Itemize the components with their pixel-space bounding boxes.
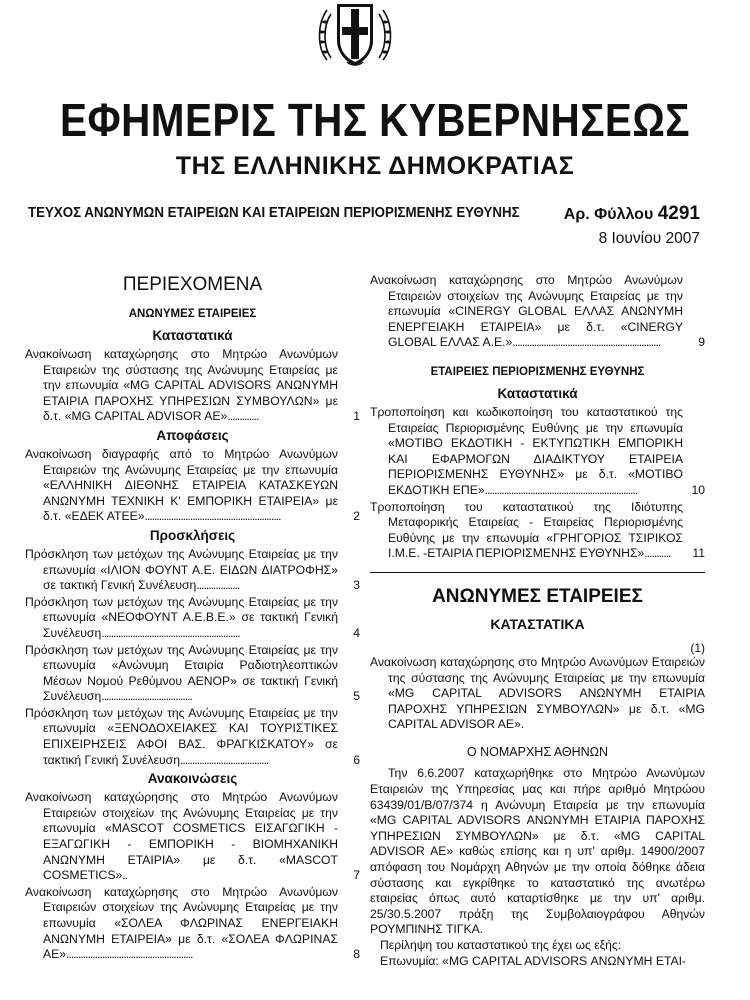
toc-entry-page: 7 — [353, 868, 360, 883]
issue-date: 8 Ιουνίου 2007 — [598, 230, 700, 247]
toc-section-heading: Καταστατικά — [152, 328, 233, 343]
sheet-number: 4291 — [657, 203, 700, 224]
toc-entry-text: Πρόσκληση των μετόχων της Ανώνυμης Εταιρείας με την επωνυμία «Ανώνυμη Εταιρία Ραδιοτηλεοπτικών Μέσων Νομού Ρεθύμνου AENOP» σε τακτική Γενική Συνέλευση — [25, 642, 338, 704]
toc-entry[interactable]: Πρόσκληση των μετόχων της Ανώνυμης Εταιρείας με την επωνυμία «ΙΛΙΟΝ ΦΟΥΝΤ Α.Ε. ΕΙΔΩΝ ΔΙΑΤΡΟΦΗΣ» σε τακτική Γενική Συνέλευση.................. 3 — [25, 546, 360, 593]
toc-entry-page: 6 — [353, 752, 360, 767]
toc-entry[interactable]: Τροποποίηση και κωδικοποίηση του καταστατικού της Εταιρείας Περιορισμένης Ευθύνης με την επωνυμία «ΜΟΤΙΒΟ ΕΚΔΟΤΙΚΗ - ΕΚΤΥΠΩΤΙΚΗ ΕΜΠΟΡΙΚΗ ΚΑΙ ΕΦΑΡΜΟΓΩΝ ΔΙΑΔΙΚΤΥΟΥ ΕΤΑΙΡΕΙΑ ΠΕΡΙΟΡΙΣΜΕΝΗΣ ΕΥΘΥΝΗΣ» με δ.τ. «ΜΟΤΙΒΟ ΕΚΔΟΤΙΚΗ ΕΠΕ»................................................................ 10 — [370, 404, 705, 497]
section-divider — [370, 572, 705, 573]
toc-entry-page: 11 — [692, 546, 705, 561]
toc-section-heading: Προσκλήσεις — [149, 527, 236, 543]
toc-entry-page: 5 — [353, 689, 360, 704]
toc-group-epe: ΕΤΑΙΡΕΙΕΣ ΠΕΡΙΟΡΙΣΜΕΝΗΣ ΕΥΘΥΝΗΣ — [430, 365, 645, 378]
toc-entry[interactable]: Ανακοίνωση διαγραφής από το Μητρώο Ανωνύμων Εταιρειών της Ανώνυμης Εταιρείας με την επωνυμία «ΕΛΛΗΝΙΚΗ ΔΙΕΘΝΗΣ ΕΤΑΙΡΕΙΑ ΚΑΤΑΣΚΕΥΩΝ ΑΝΩΝΥΜΗ ΤΕΧΝΙΚΗ Κ' ΕΜΠΟΡΙΚΗ ΕΤΑΙΡΕΙΑ» με δ.τ. «ΕΔΕΚ ΑΤΕΕ»......................................................... 2 — [25, 446, 360, 524]
toc-entry-text: Ανακοίνωση καταχώρησης στο Μητρώο Ανωνύμων Εταιρειών της σύστασης της Ανώνυμης Εταιρείας με την επωνυμία «MG CAPITAL ADVISORS ΑΝΩΝΥΜΗ ΕΤΑΙΡΙΑ ΠΑΡΟΧΗΣ ΥΠΗΡΕΣΙΩΝ ΣΥΜΒΟΥΛΩΝ» με δ.τ. «MG CAPITAL ADVISOR AE» — [25, 347, 338, 424]
right-column — [370, 273, 705, 969]
toc-entry[interactable]: Ανακοίνωση καταχώρησης στο Μητρώο Ανωνύμων Εταιρειών στοιχείων της Ανώνυμης Εταιρείας με την επωνυμία «MASCOT COSMETICS ΕΙΣΑΓΩΓΙΚΗ - ΕΞΑΓΩΓΙΚΗ - ΕΜΠΟΡΙΚΗ - ΒΙΟΜΗΧΑΝΙΚΗ ΑΝΩΝΥΜΗ ΕΤΑΙΡΙΑ» με δ.τ. «MASCOT COSMETICS».. 7 — [25, 790, 360, 883]
issue-type: ΤΕΥΧΟΣ ΑΝΩΝΥΜΩΝ ΕΤΑΙΡΕΙΩΝ ΚΑΙ ΕΤΑΙΡΕΙΩΝ ΠΕΡΙΟΡΙΣΜΕΝΗΣ ΕΥΘΥΝΗΣ — [28, 205, 520, 221]
toc-entry-text: Πρόσκληση των μετόχων της Ανώνυμης Εταιρείας με την επωνυμία «ΝΕΟΦΟΥΝΤ Α.Ε.Β.Ε.» σε τακτική Γενική Συνέλευση — [25, 594, 338, 640]
toc-entry[interactable]: Ανακοίνωση καταχώρησης στο Μητρώο Ανωνύμων Εταιρειών της σύστασης της Ανώνυμης Εταιρείας με την επωνυμία «MG CAPITAL ADVISORS ΑΝΩΝΥΜΗ ΕΤΑΙΡΙΑ ΠΑΡΟΧΗΣ ΥΠΗΡΕΣΙΩΝ ΣΥΜΒΟΥΛΩΝ» με δ.τ. «MG CAPITAL ADVISOR AE»............. 1 — [25, 347, 360, 424]
toc-entry-text: Πρόσκληση των μετόχων της Ανώνυμης Εταιρείας με την επωνυμία «ΙΛΙΟΝ ΦΟΥΝΤ Α.Ε. ΕΙΔΩΝ ΔΙΑΤΡΟΦΗΣ» σε τακτική Γενική Συνέλευση — [25, 546, 338, 593]
body-paragraph: Την 6.6.2007 καταχωρήθηκε στο Μητρώο Ανωνύμων Εταιρειών της Υπηρεσίας μας και πήρε αριθμό Μητρώου 63439/01/Β/07/374 η Ανώνυμη Εταιρεία με την επωνυμία «MG CAPITAL ADVISORS ΑΝΩΝΥΜΗ ΕΤΑΙΡΙΑ ΠΑΡΟΧΗΣ ΥΠΗΡΕΣΙΩΝ ΣΥΜΒΟΥΛΩΝ» με δ.τ. «MG CAPITAL ADVISOR AE» καθώς επίσης και η υπ' αριθμ. 14900/2007 απόφαση του Νομάρχη Αθηνών με την οποία δόθηκε άδεια σύστασης και εγκρίθηκε το καταστατικό της ανωτέρω εταιρείας όπως αυτό καταρτίσθηκε με την υπ' αριθμ. 25/30.5.2007 πράξη της Συμβολαιογράφου Αθηνών ΡΟΥΜΠΙΝΗΣ ΤΙΓΚΑ. — [370, 766, 705, 937]
toc-entry-page: 1 — [353, 409, 360, 424]
toc-entry[interactable]: Πρόσκληση των μετόχων της Ανώνυμης Εταιρείας με την επωνυμία «ΞΕΝΟΔΟΧΕΙΑΚΕΣ ΚΑΙ ΤΟΥΡΙΣΤΙΚΕΣ ΕΠΙΧΕΙΡΗΣΕΙΣ ΑΦΟΙ ΒΑΣ. ΦΡΑΓΚΙΣΚΑΤΟΥ» σε τακτική Γενική Συνέλευση..................................... 6 — [25, 705, 360, 767]
gazette-subtitle: ΤΗΣ ΕΛΛΗΝΙΚΗΣ ΔΗΜΟΚΡΑΤΙΑΣ — [175, 152, 575, 180]
toc-entry-page: 9 — [698, 335, 705, 350]
gazette-title: ΕΦΗΜΕΡΙΣ ΤΗΣ ΚΥΒΕΡΝΗΣΕΩΣ — [60, 94, 690, 146]
toc-entry[interactable]: Πρόσκληση των μετόχων της Ανώνυμης Εταιρείας με την επωνυμία «Ανώνυμη Εταιρία Ραδιοτηλεοπτικών Μέσων Νομού Ρεθύμνου AENOP» σε τακτική Γενική Συνέλευση...................................... 5 — [25, 642, 360, 704]
toc-entry[interactable]: Τροποποίηση του καταστατικού της Ιδιότυπης Μεταφορικής Εταιρείας - Εταιρείας Περιορισμένης Ευθύνης με την επωνυμία «ΓΡΗΓΟΡΙΟΣ ΤΣΙΡΙΚΟΣ Ι.Μ.Ε. -ΕΤΑΙΡΙΑ ΠΕΡΙΟΡΙΣΜΕΝΗΣ ΕΥΘΥΝΗΣ»........... 11 — [370, 499, 705, 561]
toc-entry-page: 3 — [353, 578, 360, 593]
toc-entry-text: Πρόσκληση των μετόχων της Ανώνυμης Εταιρείας με την επωνυμία «ΞΕΝΟΔΟΧΕΙΑΚΕΣ ΚΑΙ ΤΟΥΡΙΣΤΙΚΕΣ ΕΠΙΧΕΙΡΗΣΕΙΣ ΑΦΟΙ ΒΑΣ. ΦΡΑΓΚΙΣΚΑΤΟΥ» σε τακτική Γενική Συνέλευση — [25, 705, 338, 767]
toc-entry-text: Ανακοίνωση διαγραφής από το Μητρώο Ανωνύμων Εταιρειών της Ανώνυμης Εταιρείας με την επωνυμία «ΕΛΛΗΝΙΚΗ ΔΙΕΘΝΗΣ ΕΤΑΙΡΕΙΑ ΚΑΤΑΣΚΕΥΩΝ ΑΝΩΝΥΜΗ ΤΕΧΝΙΚΗ Κ' ΕΜΠΟΡΙΚΗ ΕΤΑΙΡΕΙΑ» με δ.τ. «ΕΔΕΚ ΑΤΕΕ» — [25, 446, 338, 524]
toc-entry[interactable]: Πρόσκληση των μετόχων της Ανώνυμης Εταιρείας με την επωνυμία «ΝΕΟΦΟΥΝΤ Α.Ε.Β.Ε.» σε τακτική Γενική Συνέλευση.......................................................... 4 — [25, 594, 360, 640]
announcement-heading: Ανακοίνωση καταχώρησης στο Μητρώο Ανωνύμων Εταιρειών της σύστασης της Ανώνυμης Εταιρείας με την επωνυμία «MG CAPITAL ADVISORS ΑΝΩΝΥΜΗ ΕΤΑΙΡΙΑ ΠΑΡΟΧΗΣ ΥΠΗΡΕΣΙΩΝ ΣΥΜΒΟΥΛΩΝ» με δ.τ. «MG CAPITAL ADVISOR AE». — [370, 654, 705, 732]
toc-title: ΠΕΡΙΕΧΟΜΕΝΑ — [122, 274, 263, 295]
toc-entry-text: Ανακοίνωση καταχώρησης στο Μητρώο Ανωνύμων Εταιρειών στοιχείων της Ανώνυμης Εταιρείας με την επωνυμία «MASCOT COSMETICS ΕΙΣΑΓΩΓΙΚΗ - ΕΞΑΓΩΓΙΚΗ - ΕΜΠΟΡΙΚΗ - ΒΙΟΜΗΧΑΝΙΚΗ ΑΝΩΝΥΜΗ ΕΤΑΙΡΙΑ» με δ.τ. «MASCOT COSMETICS» — [25, 790, 338, 883]
sheet-number-block — [564, 203, 700, 225]
greek-coat-of-arms-icon — [313, 0, 397, 68]
toc-entry-text: Τροποποίηση του καταστατικού της Ιδιότυπης Μεταφορικής Εταιρείας - Εταιρείας Περιορισμένης Ευθύνης με την επωνυμία «ΓΡΗΓΟΡΙΟΣ ΤΣΙΡΙΚΟΣ Ι.Μ.Ε. -ΕΤΑΙΡΙΑ ΠΕΡΙΟΡΙΣΜΕΝΗΣ ΕΥΘΥΝΗΣ» — [370, 499, 683, 561]
toc-entry-text: Τροποποίηση και κωδικοποίηση του καταστατικού της Εταιρείας Περιορισμένης Ευθύνης με την επωνυμία «ΜΟΤΙΒΟ ΕΚΔΟΤΙΚΗ - ΕΚΤΥΠΩΤΙΚΗ ΕΜΠΟΡΙΚΗ ΚΑΙ ΕΦΑΡΜΟΓΩΝ ΔΙΑΔΙΚΤΥΟΥ ΕΤΑΙΡΕΙΑ ΠΕΡΙΟΡΙΣΜΕΝΗΣ ΕΥΘΥΝΗΣ» με δ.τ. «ΜΟΤΙΒΟ ΕΚΔΟΤΙΚΗ ΕΠΕ» — [370, 404, 683, 497]
toc-left-column — [25, 273, 360, 964]
toc-entry-page: 10 — [691, 482, 705, 497]
body-section-title: ΑΝΩΝΥΜΕΣ ΕΤΑΙΡΕΙΕΣ — [432, 585, 643, 607]
toc-entry-text: Ανακοίνωση καταχώρησης στο Μητρώο Ανωνύμων Εταιρειών στοιχείων της Ανώνυμης Εταιρείας με την επωνυμία «CINERGY GLOBAL ΕΛΛΑΣ ΑΝΩΝΥΜΗ ΕΝΕΡΓΕΙΑΚΗ ΕΤΑΙΡΕΙΑ» με δ.τ. «CINERGY GLOBAL ΕΛΛΑΣ Α.Ε.» — [370, 273, 683, 350]
toc-entry-page: 8 — [353, 947, 360, 962]
toc-entry[interactable]: Ανακοίνωση καταχώρησης στο Μητρώο Ανωνύμων Εταιρειών στοιχείων της Ανώνυμης Εταιρείας με την επωνυμία «ΣΟΛΕΑ ΦΛΩΡΙΝΑΣ ΕΝΕΡΓΕΙΑΚΗ ΑΝΩΝΥΜΗ ΕΤΑΙΡΕΙΑ» με δ.τ. «ΣΟΛΕΑ ΦΛΩΡΙΝΑΣ ΑΕ»..................................................... 8 — [25, 884, 360, 962]
body-section-subtitle: ΚΑΤΑΣΤΑΤΙΚΑ — [490, 615, 585, 632]
toc-entry-page: 2 — [353, 509, 360, 524]
item-number: (1) — [690, 640, 705, 655]
toc-entry[interactable]: Ανακοίνωση καταχώρησης στο Μητρώο Ανωνύμων Εταιρειών στοιχείων της Ανώνυμης Εταιρείας με την επωνυμία «CINERGY GLOBAL ΕΛΛΑΣ ΑΝΩΝΥΜΗ ΕΝΕΡΓΕΙΑΚΗ ΕΤΑΙΡΕΙΑ» με δ.τ. «CINERGY GLOBAL ΕΛΛΑΣ Α.Ε.».............................................................. 9 — [370, 273, 705, 350]
toc-entry-text: Ανακοίνωση καταχώρησης στο Μητρώο Ανωνύμων Εταιρειών στοιχείων της Ανώνυμης Εταιρείας με την επωνυμία «ΣΟΛΕΑ ΦΛΩΡΙΝΑΣ ΕΝΕΡΓΕΙΑΚΗ ΑΝΩΝΥΜΗ ΕΤΑΙΡΕΙΑ» με δ.τ. «ΣΟΛΕΑ ΦΛΩΡΙΝΑΣ ΑΕ» — [25, 884, 338, 962]
body-line: Επωνυμία: «MG CAPITAL ADVISORS ΑΝΩΝΥΜΗ ΕΤΑΙ- — [380, 953, 687, 968]
issuing-authority: Ο ΝΟΜΑΡΧΗΣ ΑΘΗΝΩΝ — [466, 744, 609, 759]
toc-entry-page: 4 — [353, 625, 360, 640]
toc-section-heading: Αποφάσεις — [156, 427, 229, 443]
toc-section-heading: Ανακοινώσεις — [147, 771, 238, 787]
sheet-label: Αρ. Φύλλου — [563, 206, 654, 223]
body-line: Περίληψη του καταστατικού της έχει ως εξής: — [380, 938, 622, 952]
toc-section-heading: Καταστατικά — [497, 385, 578, 401]
toc-group-ae: ΑΝΩΝΥΜΕΣ ΕΤΑΙΡΕΙΕΣ — [128, 308, 257, 320]
